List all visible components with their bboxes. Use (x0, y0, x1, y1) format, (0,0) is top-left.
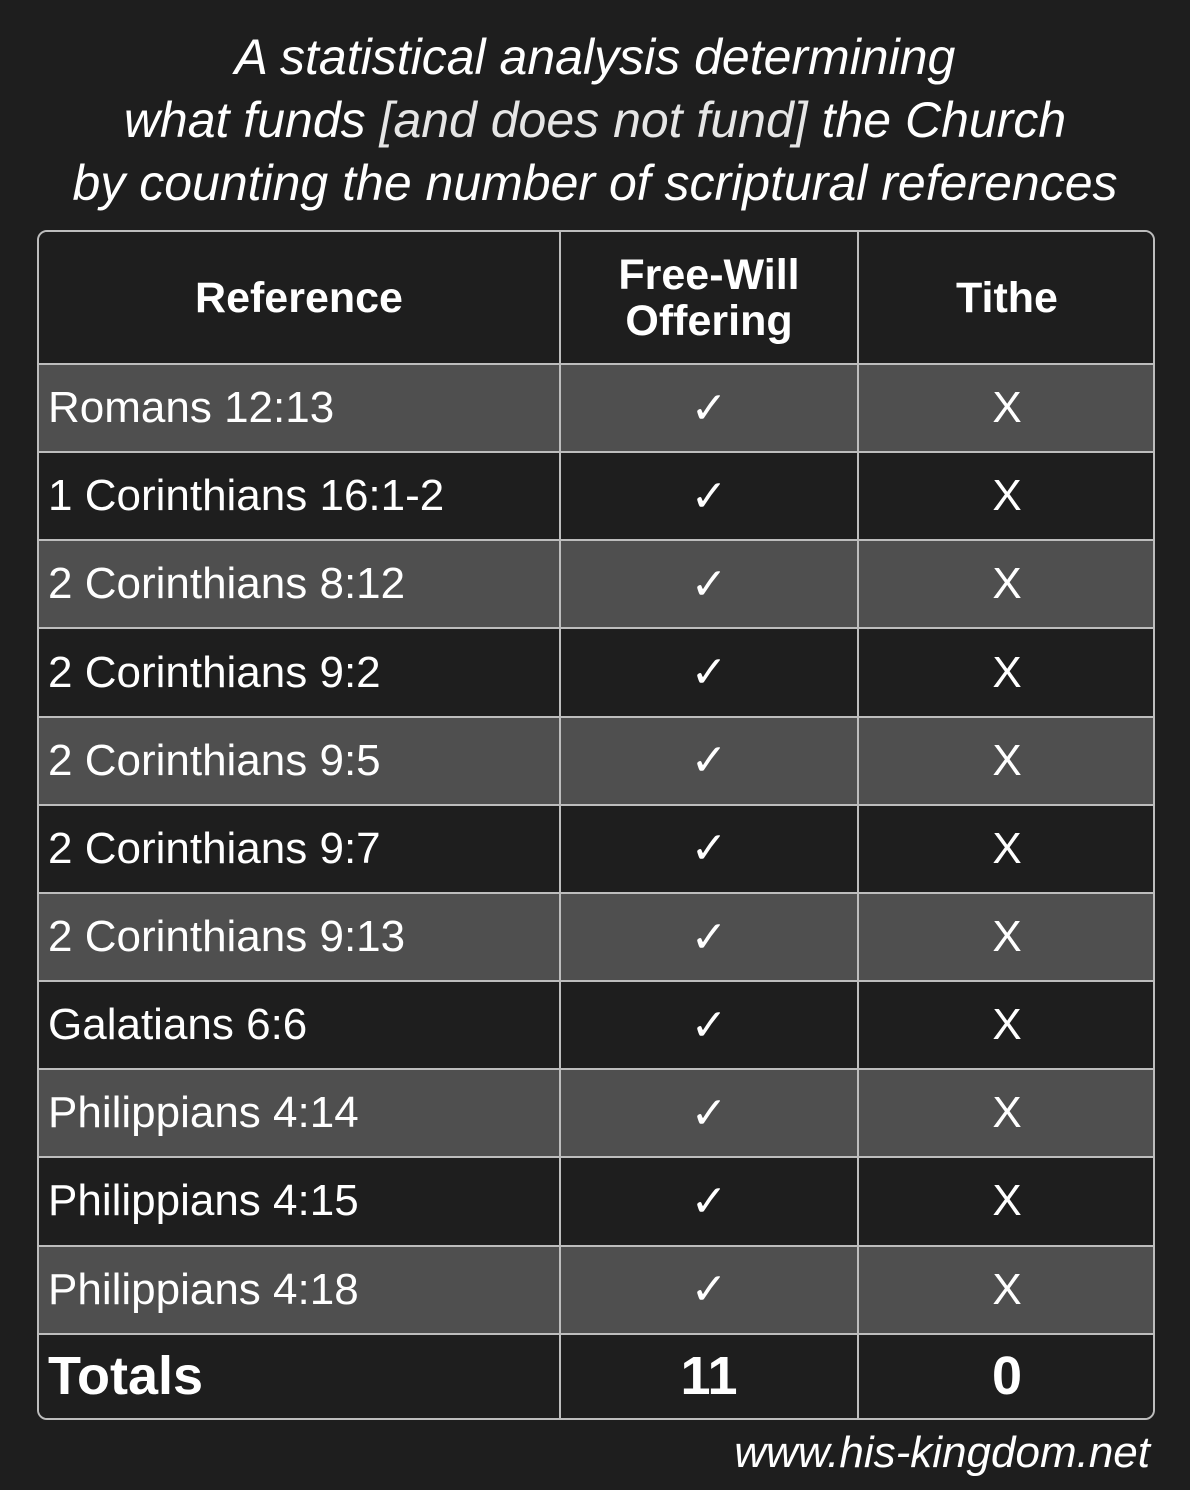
reference-cell: 1 Corinthians 16:1-2 (39, 452, 560, 540)
x-mark-icon: X (858, 1246, 1155, 1334)
x-mark-icon: X (858, 805, 1155, 893)
checkmark-icon: ✓ (560, 452, 858, 540)
x-mark-icon: X (858, 1069, 1155, 1157)
totals-tithe: 0 (858, 1334, 1155, 1418)
totals-row (39, 1334, 1155, 1418)
website-credit: www.his-kingdom.net (734, 1428, 1150, 1477)
reference-cell: 2 Corinthians 9:2 (39, 628, 560, 716)
checkmark-icon: ✓ (560, 1157, 858, 1245)
reference-cell: Romans 12:13 (39, 364, 560, 452)
checkmark-icon: ✓ (560, 893, 858, 981)
table-row (39, 1246, 1155, 1334)
reference-cell: 2 Corinthians 9:13 (39, 893, 560, 981)
checkmark-icon: ✓ (560, 540, 858, 628)
reference-cell: 2 Corinthians 9:7 (39, 805, 560, 893)
table-row (39, 717, 1155, 805)
title-line-2-bracket: [and does not fund] (379, 92, 808, 148)
title-line-2-end: the Church (807, 92, 1067, 148)
page-title (0, 26, 1190, 215)
table-row (39, 1157, 1155, 1245)
reference-cell: Philippians 4:18 (39, 1246, 560, 1334)
checkmark-icon: ✓ (560, 1069, 858, 1157)
checkmark-icon: ✓ (560, 981, 858, 1069)
x-mark-icon: X (858, 717, 1155, 805)
reference-cell: Galatians 6:6 (39, 981, 560, 1069)
checkmark-icon: ✓ (560, 1246, 858, 1334)
table-row (39, 540, 1155, 628)
table-row (39, 1069, 1155, 1157)
table-body (39, 364, 1155, 1418)
x-mark-icon: X (858, 893, 1155, 981)
totals-freewill: 11 (560, 1334, 858, 1418)
checkmark-icon: ✓ (560, 805, 858, 893)
x-mark-icon: X (858, 540, 1155, 628)
table-row (39, 893, 1155, 981)
header-freewill-line-1: Free-Will (618, 250, 800, 299)
checkmark-icon: ✓ (560, 628, 858, 716)
title-line-3: by counting the number of scriptural references (72, 155, 1118, 211)
header-reference: Reference (39, 232, 560, 364)
reference-cell: Philippians 4:14 (39, 1069, 560, 1157)
header-tithe: Tithe (858, 232, 1155, 364)
reference-cell: Philippians 4:15 (39, 1157, 560, 1245)
table-grid (39, 232, 1155, 1418)
header-freewill-line-2: Offering (625, 296, 793, 345)
totals-label: Totals (39, 1334, 560, 1418)
x-mark-icon: X (858, 452, 1155, 540)
table-row (39, 981, 1155, 1069)
title-line-1: A statistical analysis determining (234, 29, 956, 85)
header-freewill-offering (560, 232, 858, 364)
checkmark-icon: ✓ (560, 717, 858, 805)
x-mark-icon: X (858, 1157, 1155, 1245)
table-row (39, 628, 1155, 716)
table-row (39, 364, 1155, 452)
title-line-2 (0, 89, 1190, 152)
x-mark-icon: X (858, 364, 1155, 452)
references-table (37, 230, 1155, 1420)
reference-cell: 2 Corinthians 8:12 (39, 540, 560, 628)
reference-cell: 2 Corinthians 9:5 (39, 717, 560, 805)
x-mark-icon: X (858, 628, 1155, 716)
title-line-2-start: what funds (123, 92, 380, 148)
table-row (39, 805, 1155, 893)
checkmark-icon: ✓ (560, 364, 858, 452)
x-mark-icon: X (858, 981, 1155, 1069)
table-row (39, 452, 1155, 540)
header-row (39, 232, 1155, 364)
